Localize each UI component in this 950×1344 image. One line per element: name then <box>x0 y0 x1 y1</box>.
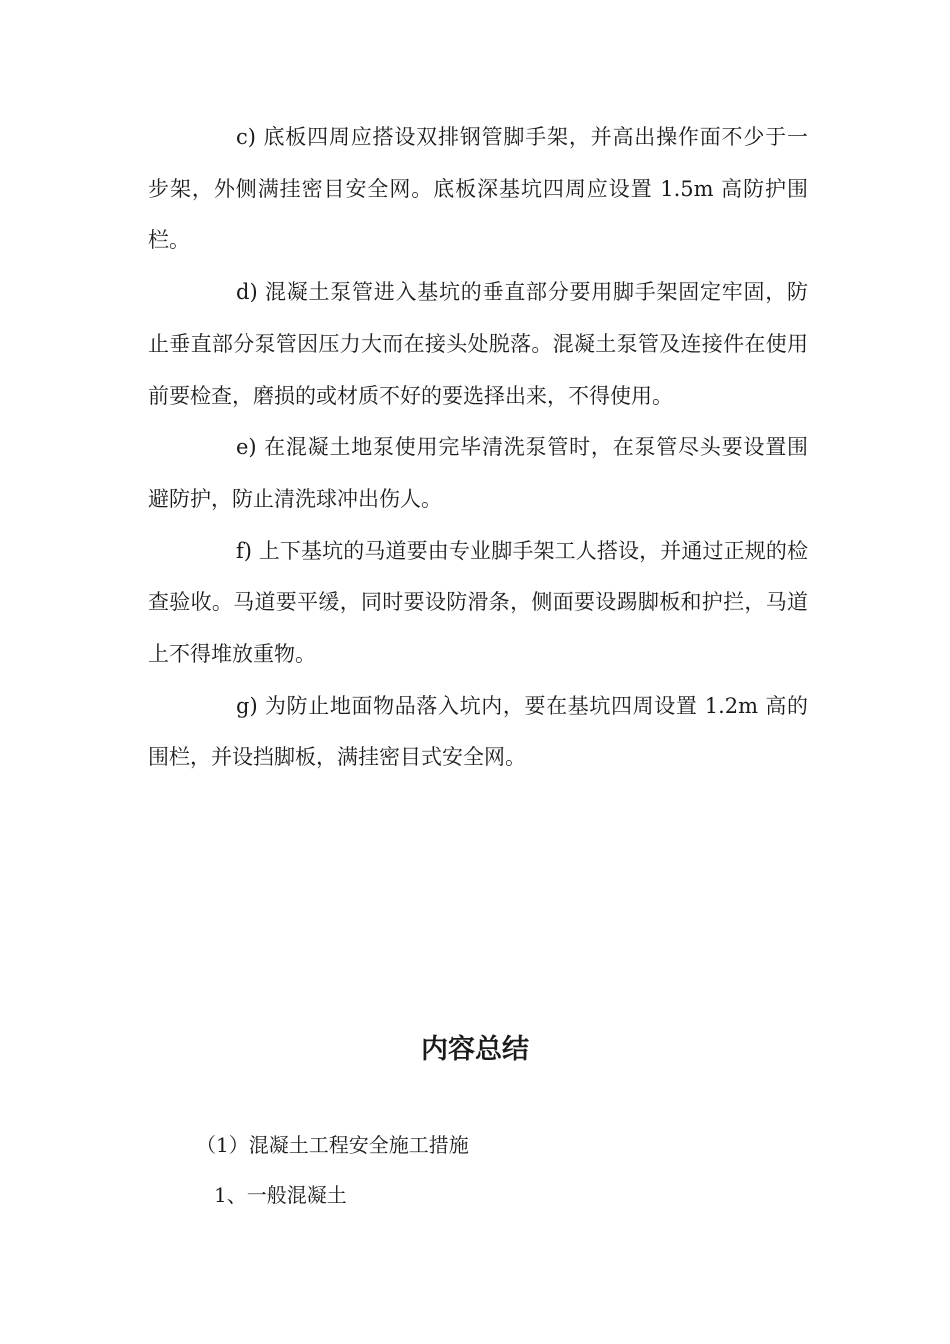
body-text <box>148 112 808 784</box>
paragraph-e: e) 在混凝土地泵使用完毕清洗泵管时，在泵管尽头要设置围避防护，防止清洗球冲出伤人。 <box>148 435 808 511</box>
summary-item-section: （1）混凝土工程安全施工措施 <box>196 1133 469 1157</box>
summary-title: 内容总结 <box>421 1034 529 1065</box>
paragraph-g: g) 为防止地面物品落入坑内，要在基坑四周设置 1.2m 高的围栏，并设挡脚板，满挂密目式安全网。 <box>148 693 808 770</box>
paragraph-d: d) 混凝土泵管进入基坑的垂直部分要用脚手架固定牢固，防止垂直部分泵管因压力大而在接头处脱落。混凝土泵管及连接件在使用前要检查，磨损的或材质不好的要选择出来，不得使用。 <box>148 280 808 408</box>
paragraph-c: c) 底板四周应搭设双排钢管脚手架，并高出操作面不少于一步架，外侧满挂密目安全网。底板深基坑四周应设置 1.5m 高防护围栏。 <box>148 125 808 253</box>
summary-item-subsection: 1、一般混凝土 <box>214 1183 347 1207</box>
paragraph-f: f) 上下基坑的马道要由专业脚手架工人搭设，并通过正规的检查验收。马道要平缓，同时要设防滑条，侧面要设踢脚板和护拦，马道上不得堆放重物。 <box>148 538 808 667</box>
